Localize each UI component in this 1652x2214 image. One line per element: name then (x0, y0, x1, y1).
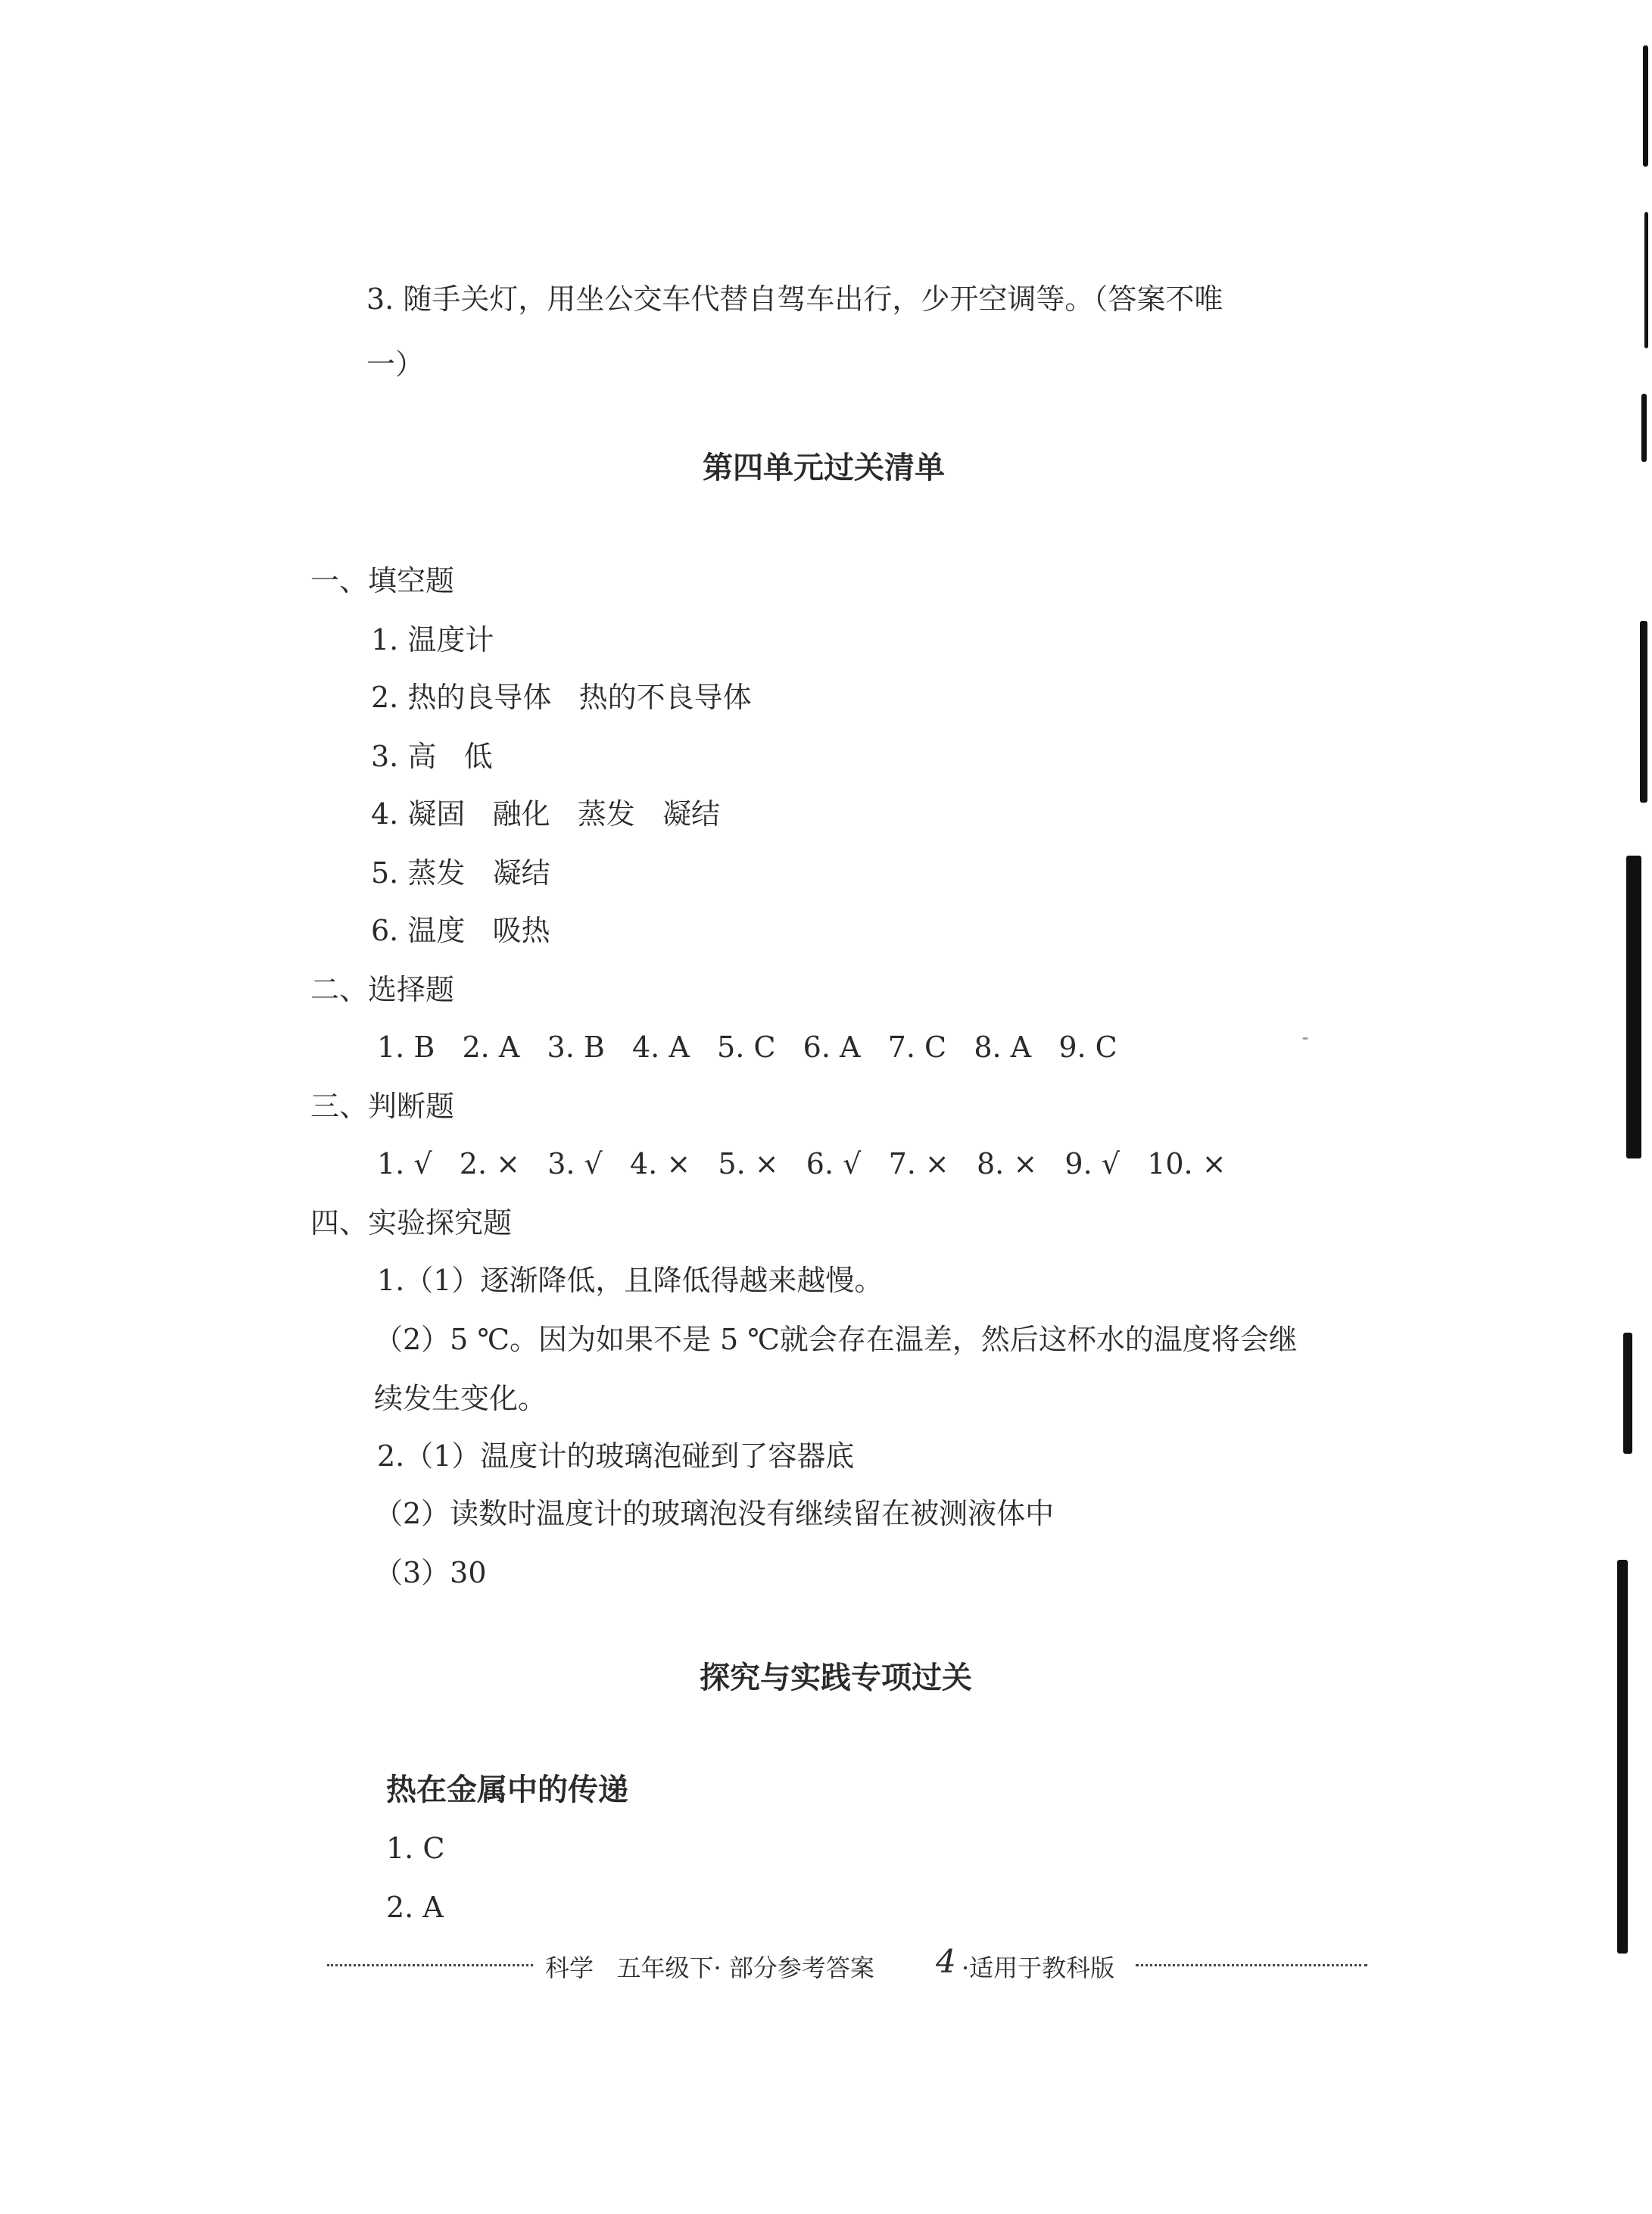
footer-edition: ·适用于教科版 (962, 1954, 1115, 1982)
scan-speck (1302, 1037, 1308, 1040)
question-type-heading: 一、填空题 (310, 564, 455, 597)
answer-line: 1.（1）逐渐降低，且降低得越来越慢。 (377, 1264, 884, 1297)
answer-line: 3. 随手关灯，用坐公交车代替自驾车出行，少开空调等。（答案不唯 (366, 282, 1223, 316)
answer-line: （3）30 (374, 1556, 487, 1589)
footer-subject: 科学 五年级下· 部分参考答案 (545, 1954, 874, 1982)
answer-line: 续发生变化。 (374, 1382, 547, 1415)
answer-line: 一） (366, 348, 425, 381)
answer-line: 3. 高 低 (371, 740, 493, 773)
scan-edge-mark (1623, 1333, 1632, 1454)
section-title: 第四单元过关清单 (703, 450, 945, 485)
answer-line: 2. 热的良导体 热的不良导体 (371, 681, 752, 714)
question-type-heading: 四、实验探究题 (310, 1206, 513, 1240)
answer-line: 1. B 2. A 3. B 4. A 5. C 6. A 7. C 8. A 9. C (377, 1031, 1117, 1064)
answer-line: 1. √ 2. × 3. √ 4. × 5. × 6. √ 7. × 8. × 9. √ 10. × (377, 1147, 1227, 1180)
question-type-heading: 二、选择题 (310, 973, 455, 1006)
question-type-heading: 三、判断题 (310, 1090, 455, 1123)
section-title: 探究与实践专项过关 (700, 1660, 972, 1695)
answer-line: 2.（1）温度计的玻璃泡碰到了容器底 (377, 1439, 855, 1473)
footer-divider (1136, 1964, 1367, 1966)
footer-divider (327, 1964, 533, 1966)
scan-edge-mark (1643, 45, 1648, 167)
subsection-title: 热在金属中的传递 (386, 1772, 628, 1807)
answer-line: 6. 温度 吸热 (371, 914, 550, 947)
scan-edge-mark (1640, 621, 1647, 803)
page-number: 4 (936, 1943, 956, 1980)
answer-line: 5. 蒸发 凝结 (371, 856, 550, 890)
answer-line: 2. A (386, 1891, 444, 1924)
scan-edge-mark (1626, 856, 1641, 1158)
scan-edge-mark (1644, 212, 1648, 348)
answer-line: 1. 温度计 (371, 623, 494, 656)
answer-line: 4. 凝固 融化 蒸发 凝结 (371, 797, 721, 831)
scan-edge-mark (1617, 1560, 1628, 1954)
scan-edge-mark (1641, 394, 1647, 462)
answer-line: 1. C (386, 1832, 445, 1865)
answer-line: （2）读数时温度计的玻璃泡没有继续留在被测液体中 (374, 1497, 1055, 1530)
answer-line: （2）5 ℃。因为如果不是 5 ℃就会存在温差，然后这杯水的温度将会继 (374, 1323, 1298, 1356)
